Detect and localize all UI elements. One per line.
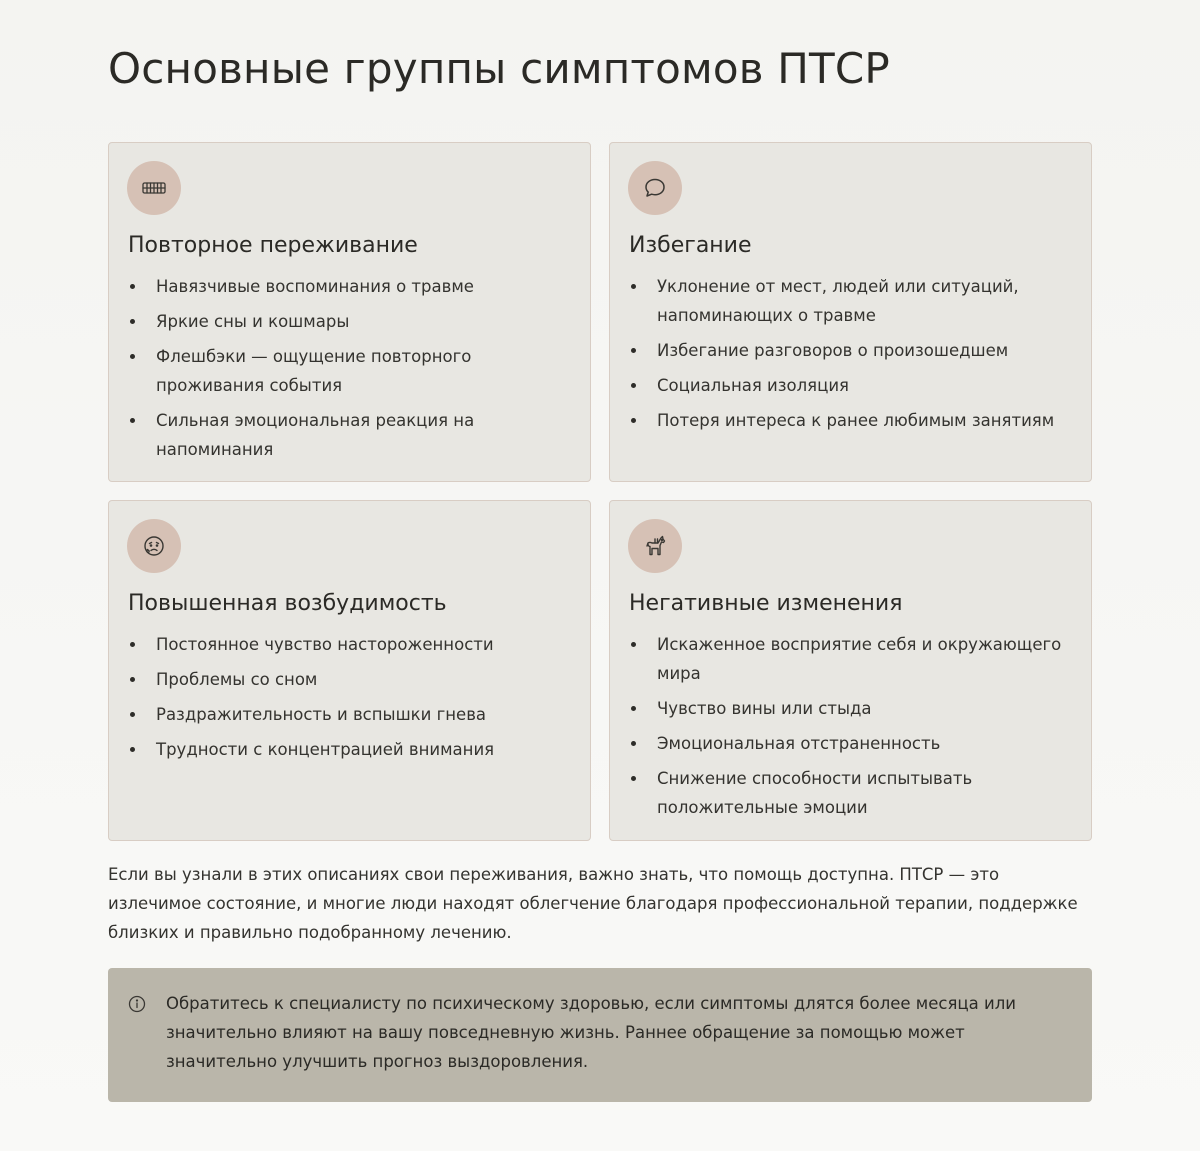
list-item: Постоянное чувство настороженности bbox=[127, 630, 572, 659]
list-item: Трудности с концентрацией внимания bbox=[127, 735, 572, 764]
list-item: Раздражительность и вспышки гнева bbox=[127, 700, 572, 729]
card-heading: Повторное переживание bbox=[128, 233, 418, 258]
symptom-list bbox=[127, 630, 572, 764]
brain-icon bbox=[141, 175, 167, 201]
symptom-card-hyperarousal bbox=[108, 500, 591, 841]
list-item: Эмоциональная отстраненность bbox=[628, 729, 1073, 758]
list-item: Уклонение от мест, людей или ситуаций, напоминающих о травме bbox=[628, 272, 1073, 330]
card-heading: Повышенная возбудимость bbox=[128, 591, 447, 616]
list-item: Социальная изоляция bbox=[628, 371, 1073, 400]
symptom-groups-grid bbox=[108, 142, 1092, 841]
symptom-list bbox=[127, 272, 572, 464]
info-callout bbox=[108, 968, 1092, 1102]
horse-icon bbox=[642, 533, 668, 559]
card-heading: Негативные изменения bbox=[629, 591, 903, 616]
list-item: Навязчивые воспоминания о травме bbox=[127, 272, 572, 301]
worried-face-icon bbox=[141, 533, 167, 559]
symptom-list bbox=[628, 630, 1073, 822]
page-title: Основные группы симптомов ПТСР bbox=[108, 44, 890, 93]
list-item: Яркие сны и кошмары bbox=[127, 307, 572, 336]
list-item: Флешбэки — ощущение повторного проживания события bbox=[127, 342, 572, 400]
card-icon-badge bbox=[127, 519, 181, 573]
summary-paragraph: Если вы узнали в этих описаниях свои переживания, важно знать, что помощь доступна. ПТСР — это излечимое состояние, и многие люди находят облегчение благодаря профессиональной терапии, поддержке близких и правильно подобранному лечению. bbox=[108, 865, 1078, 942]
card-icon-badge bbox=[628, 161, 682, 215]
symptom-card-negative-changes bbox=[609, 500, 1092, 841]
list-item: Сильная эмоциональная реакция на напоминания bbox=[127, 406, 572, 464]
card-icon-badge bbox=[127, 161, 181, 215]
callout-text: Обратитесь к специалисту по психическому здоровью, если симптомы длятся более месяца или значительно влияют на вашу повседневную жизнь. Раннее обращение за помощью может значительно улучшить прогноз выздоровления. bbox=[166, 994, 1016, 1071]
info-icon bbox=[128, 995, 146, 1013]
list-item: Избегание разговоров о произошедшем bbox=[628, 336, 1073, 365]
symptom-card-reexperiencing bbox=[108, 142, 591, 482]
symptom-card-avoidance bbox=[609, 142, 1092, 482]
card-heading: Избегание bbox=[629, 233, 752, 258]
list-item: Снижение способности испытывать положительные эмоции bbox=[628, 764, 1073, 822]
card-icon-badge bbox=[628, 519, 682, 573]
symptom-list bbox=[628, 272, 1073, 435]
list-item: Потеря интереса к ранее любимым занятиям bbox=[628, 406, 1073, 435]
speech-bubble-icon bbox=[642, 175, 668, 201]
list-item: Искаженное восприятие себя и окружающего мира bbox=[628, 630, 1073, 688]
list-item: Проблемы со сном bbox=[127, 665, 572, 694]
list-item: Чувство вины или стыда bbox=[628, 694, 1073, 723]
